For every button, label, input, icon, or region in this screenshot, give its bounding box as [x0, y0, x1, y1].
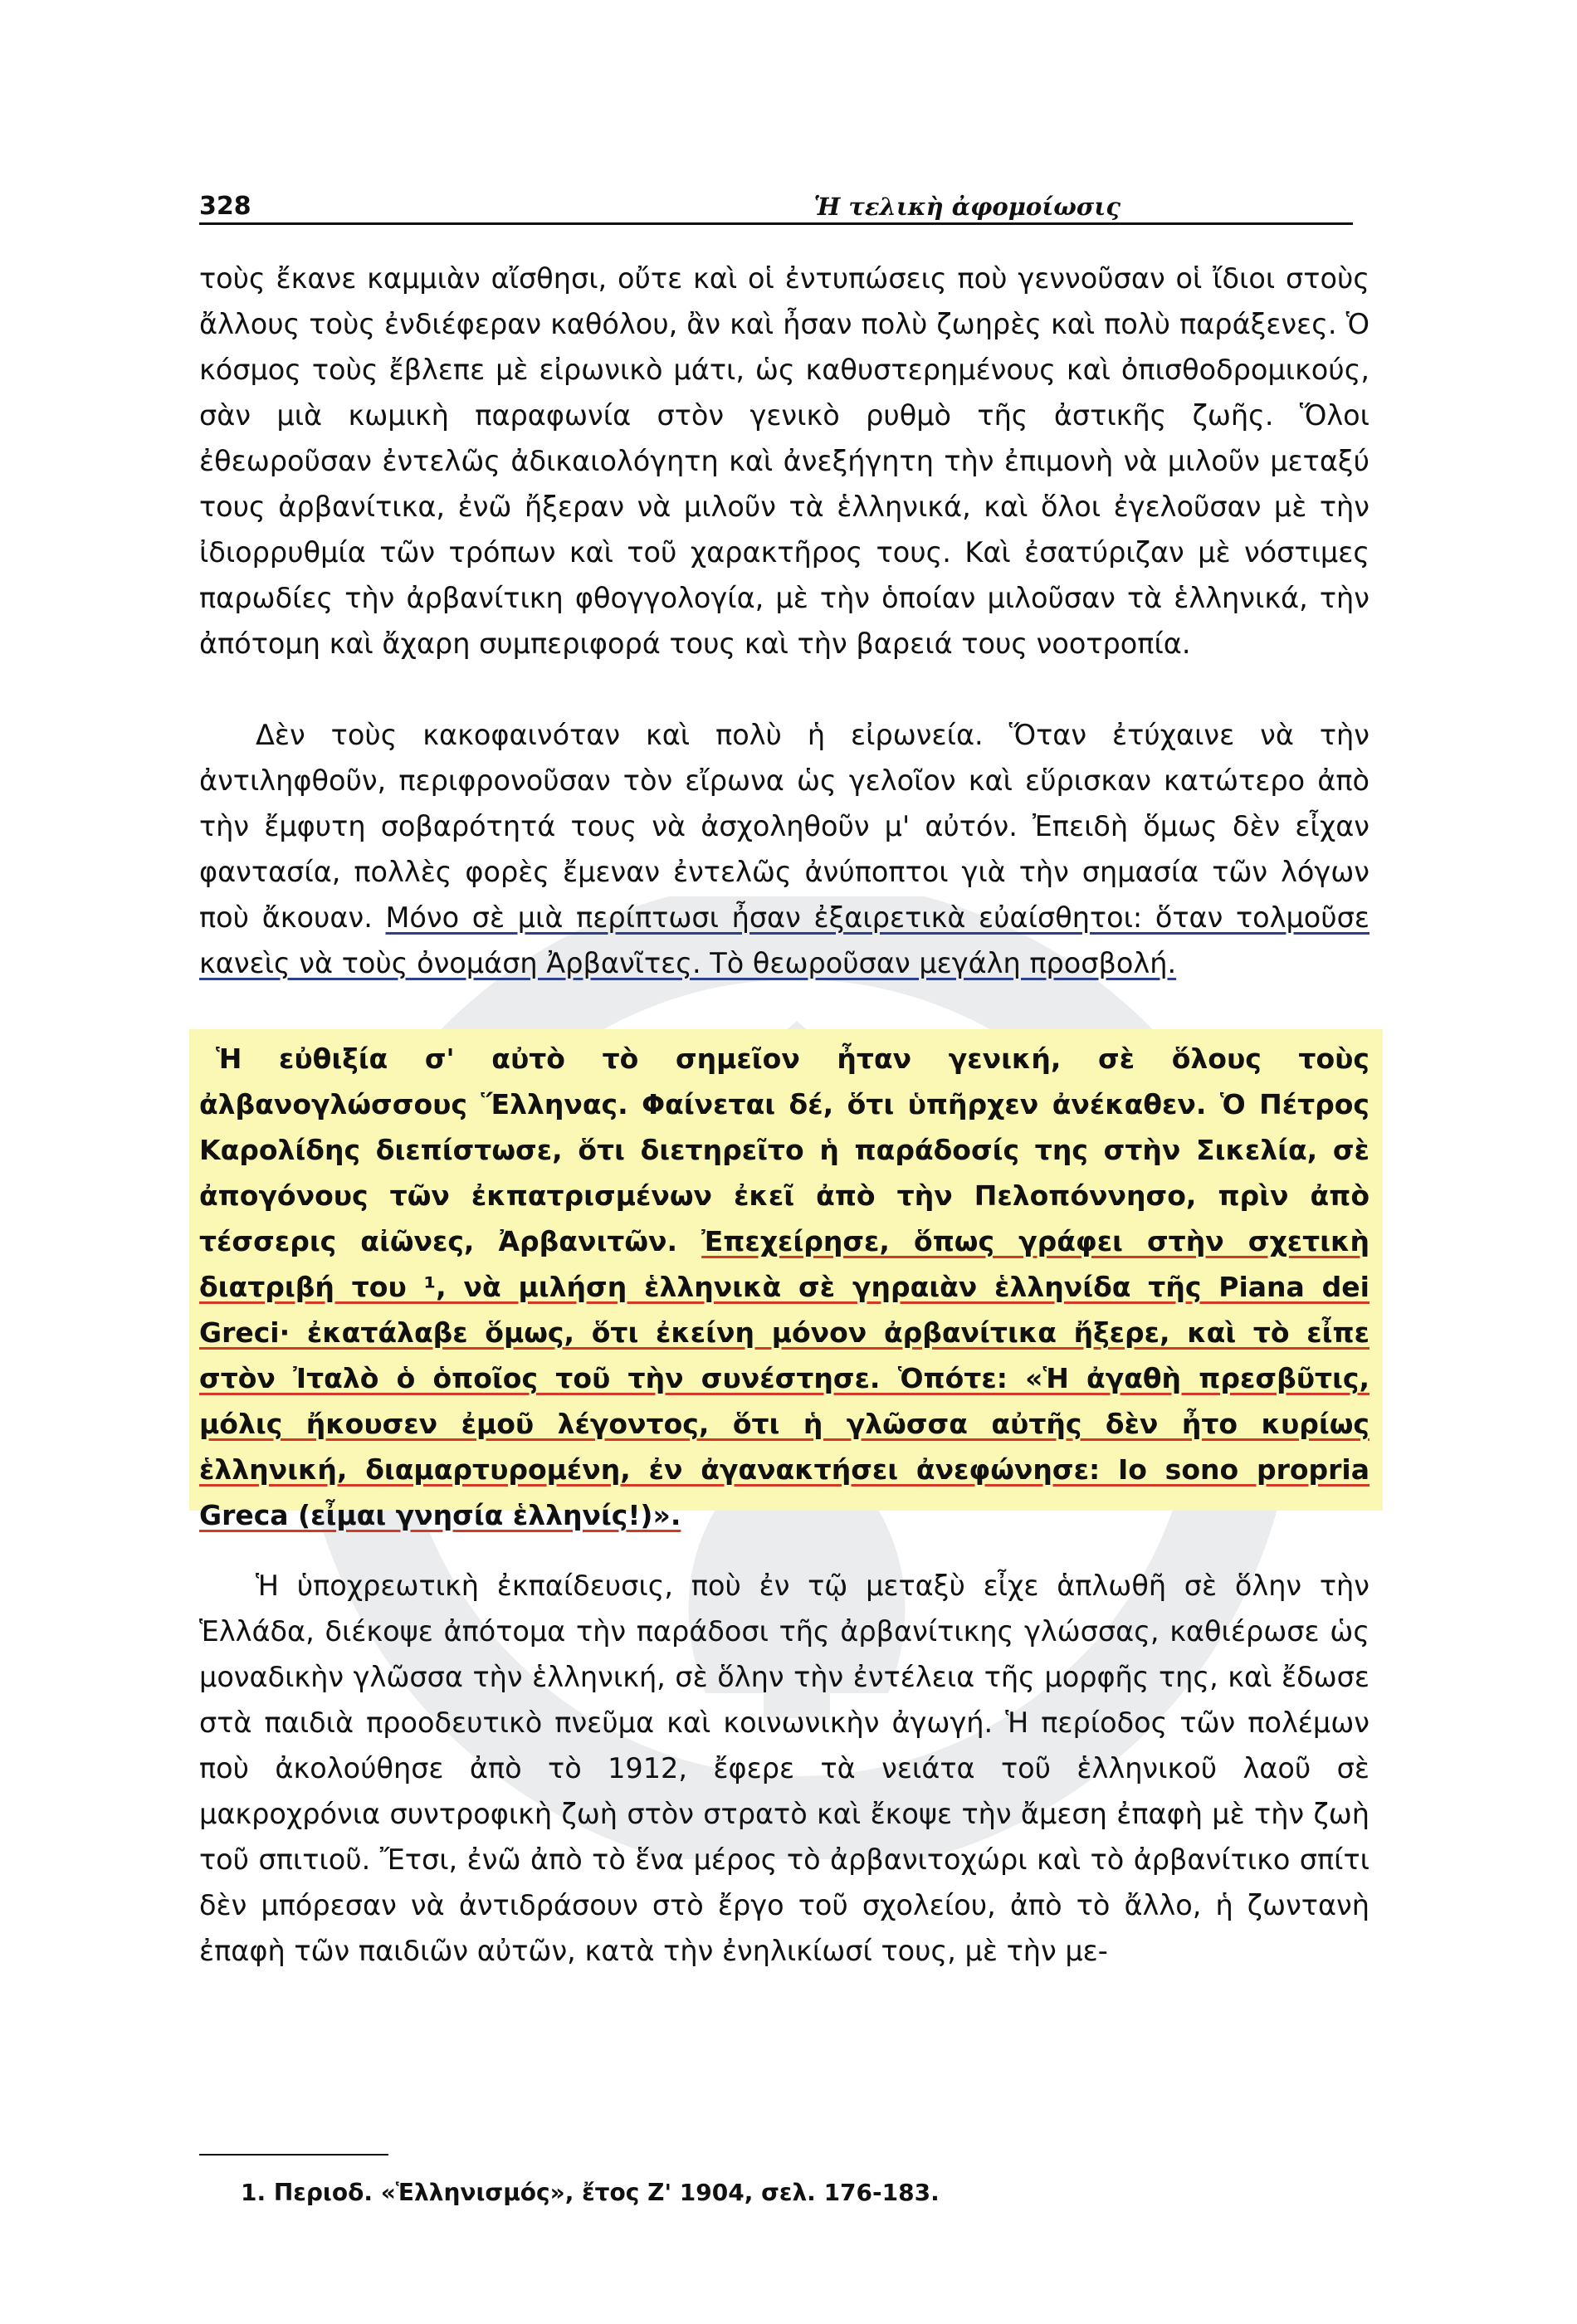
running-header — [199, 174, 1353, 221]
paragraph-2 — [199, 712, 1370, 986]
footnote-rule — [199, 2154, 388, 2156]
running-title: Ἡ τελικὴ ἀφομοίωσις — [813, 193, 1120, 221]
header-rule — [199, 222, 1353, 225]
paragraph-2-text: Δὲν τοὺς κακοφαινόταν καὶ πολὺ ἡ εἰρωνεία. Ὅταν ἐτύχαινε νὰ τὴν ἀντιληφθοῦν, περιφρονοῦσαν τὸν εἴρωνα ὡς γελοῖον καὶ εὕρισκαν κατώτερο ἀπὸ τὴν ἔμφυτη σοβαρότητά τους νὰ ἀσχοληθοῦν μ' αὐτόν. Ἐπειδὴ ὅμως δὲν εἶχαν φαντασία, πολλὲς φορὲς ἔμεναν ἐντελῶς ἀνύποπτοι γιὰ τὴν σημασία τῶν λόγων ποὺ ἄκουαν. — [199, 719, 1370, 934]
paragraph-3 — [199, 1036, 1370, 1538]
footnote: 1. Περιοδ. «Ἑλληνισμός», ἔτος Ζ' 1904, σελ. 176-183. — [241, 2179, 940, 2206]
paragraph-2-underlined-text: Μόνο σὲ μιὰ περίπτωσι ἦσαν ἐξαιρετικὰ εὐαίσθητοι: ὅταν τολμοῦσε κανεὶς νὰ τοὺς ὀνομάση Ἀρβανῖτες. Τὸ θεωροῦσαν μεγάλη προσβολή. — [199, 901, 1370, 979]
page-number: 328 — [199, 192, 251, 221]
paragraph-3-underlined-text: Ἐπεχείρησε, ὅπως γράφει στὴν σχετικὴ διατριβή του ¹, νὰ μιλήση ἑλληνικὰ σὲ γηραιὰν ἑλληνίδα τῆς Piana dei Greci· ἐκατάλαβε ὅμως, ὅτι ἐκείνη μόνον ἀρβανίτικα ἤξερε, καὶ τὸ εἶπε στὸν Ἰταλὸ ὁ ὁποῖος τοῦ τὴν συνέστησε. Ὁπότε: «Ἡ ἀγαθὴ πρεσβῦτις, μόλις ἤκουσεν ἐμοῦ λέγοντος, ὅτι ἡ γλῶσσα αὐτῆς δὲν ἦτο κυρίως ἑλληνική, διαμαρτυρομένη, ἐν ἀγανακτήσει ἀνεφώνησε: Io sono propria Greca (εἶμαι γνησία ἑλληνίς!)». — [199, 1225, 1370, 1531]
paragraph-1: τοὺς ἔκανε καμμιὰν αἴσθησι, οὔτε καὶ οἱ ἐντυπώσεις ποὺ γεννοῦσαν οἱ ἴδιοι στοὺς ἄλλους τοὺς ἐνδιέφεραν καθόλου, ἂν καὶ ἦσαν πολὺ ζωηρὲς καὶ πολὺ παράξενες. Ὁ κόσμος τοὺς ἔβλεπε μὲ εἰρωνικὸ μάτι, ὡς καθυστερημένους καὶ ὀπισθοδρομικούς, σὰν μιὰ κωμικὴ παραφωνία στὸν γενικὸ ρυθμὸ τῆς ἀστικῆς ζωῆς. Ὅλοι ἐθεωροῦσαν ἐντελῶς ἀδικαιολόγητη καὶ ἀνεξήγητη τὴν ἐπιμονὴ νὰ μιλοῦν μεταξύ τους ἀρβανίτικα, ἐνῶ ἤξεραν νὰ μιλοῦν τὰ ἑλληνικά, καὶ ὅλοι ἐγελοῦσαν μὲ τὴν ἰδιορρυθμία τῶν τρόπων καὶ τοῦ χαρακτῆρος τους. Καὶ ἐσατύριζαν μὲ νόστιμες παρωδίες τὴν ἀρβανίτικη φθογγολογία, μὲ τὴν ὁποίαν μιλοῦσαν τὰ ἑλληνικά, τὴν ἀπότομη καὶ ἄχαρη συμπεριφορά τους καὶ τὴν βαρειά τους νοοτροπία. — [199, 262, 1370, 660]
paragraph-4: Ἡ ὑποχρεωτικὴ ἐκπαίδευσις, ποὺ ἐν τῷ μεταξὺ εἶχε ἁπλωθῆ σὲ ὅλην τὴν Ἑλλάδα, διέκοψε ἀπότομα τὴν παράδοσι τῆς ἀρβανίτικης γλώσσας, καθιέρωσε ὡς μοναδικὴν γλῶσσα τὴν ἑλληνική, σὲ ὅλην τὴν ἐντέλεια τῆς μορφῆς της, καὶ ἔδωσε στὰ παιδιὰ προοδευτικὸ πνεῦμα καὶ κοινωνικὴν ἀγωγή. Ἡ περίοδος τῶν πολέμων ποὺ ἀκολούθησε ἀπὸ τὸ 1912, ἔφερε τὰ νειάτα τοῦ ἑλληνικοῦ λαοῦ σὲ μακροχρόνια συντροφικὴ ζωὴ στὸν στρατὸ καὶ ἔκοψε τὴν ἄμεση ἐπαφὴ μὲ τὴν ζωὴ τοῦ σπιτιοῦ. Ἔτσι, ἐνῶ ἀπὸ τὸ ἕνα μέρος τὸ ἀρβανιτοχώρι καὶ τὸ ἀρβανίτικο σπίτι δὲν μπόρεσαν νὰ ἀντιδράσουν στὸ ἔργο τοῦ σχολείου, ἀπὸ τὸ ἄλλο, ἡ ζωντανὴ ἐπαφὴ τῶν παιδιῶν αὐτῶν, κατὰ τὴν ἐνηλικίωσί τους, μὲ τὴν με- — [199, 1570, 1370, 1967]
paragraph-3-text: Ἡ εὐθιξία σ' αὐτὸ τὸ σημεῖον ἦταν γενική, σὲ ὅλους τοὺς ἀλβανογλώσσους Ἕλληνας. Φαίνεται δέ, ὅτι ὑπῆρχεν ἀνέκαθεν. Ὁ Πέτρος Καρολίδης διεπίστωσε, ὅτι διετηρεῖτο ἡ παράδοσίς της στὴν Σικελία, σὲ ἀπογόνους τῶν ἐκπατρισμένων ἐκεῖ ἀπὸ τὴν Πελοπόννησο, πρὶν ἀπὸ τέσσερις αἰῶνες, Ἀρβανιτῶν. — [199, 1042, 1370, 1257]
